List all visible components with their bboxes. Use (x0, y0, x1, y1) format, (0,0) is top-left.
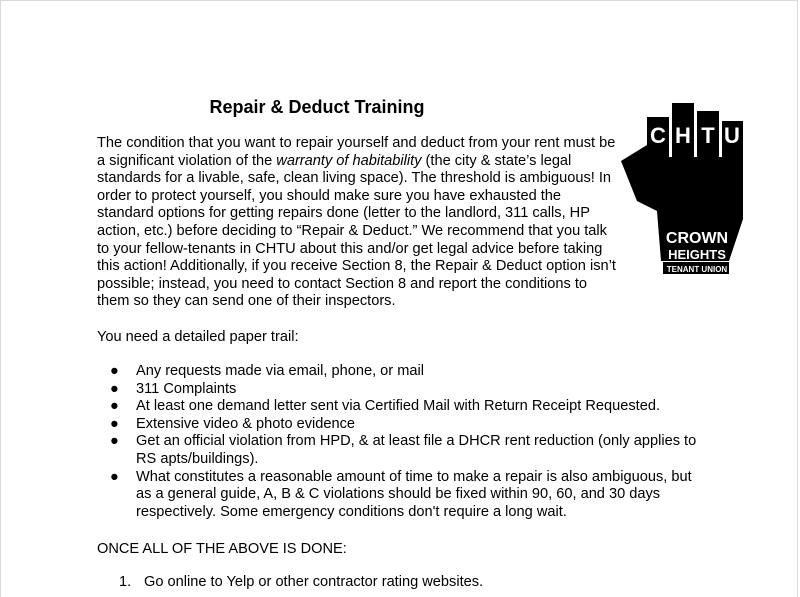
once-done-heading: ONCE ALL OF THE ABOVE IS DONE: (97, 541, 347, 557)
steps-list (97, 574, 697, 592)
list-item: ● Any requests made via email, phone, or mail (110, 363, 424, 379)
intro-emphasis: warranty of habitability (276, 152, 422, 169)
chtu-fist-logo (617, 101, 745, 279)
bullet-marker: ● (110, 398, 119, 415)
paper-trail-heading: You need a detailed paper trail: (97, 329, 299, 345)
bullet-marker: ● (110, 433, 119, 450)
logo-word-heights: HEIGHTS (668, 247, 726, 262)
list-item: ● Extensive video & photo evidence (110, 415, 356, 432)
bullet-marker: ● (110, 363, 119, 379)
logo-word-crown: CROWN (665, 230, 729, 247)
bullet-marker: ● (110, 468, 119, 485)
bullet-marker: ● (110, 415, 119, 432)
list-item: 1. Go online to Yelp or other contractor rating websites. (119, 574, 484, 590)
document-title: Repair & Deduct Training (209, 97, 425, 117)
logo-letter-c: C (650, 123, 666, 148)
list-item: ● Get an official violation from HPD, & at least file a DHCR rent reduction (only applies to RS apts/buildings). (110, 433, 697, 467)
list-item: ● At least one demand letter sent via Certified Mail with Return Receipt Requested. (110, 398, 661, 415)
step-number: 1. (119, 574, 132, 590)
intro-text-part2: (the city & state’s legal standards for a livable, safe, clean living space). The threshold is ambiguous! In order to protect yourself, you should make sure you have exhausted the standard options for getting repairs done (letter to the landlord, 311 calls, HP action, etc.) before deciding to “Repair & Deduct.” We recommend that you talk to your fellow-tenants in CHTU about this and/or get legal advice before taking this action! Additionally, if you receive Section 8, the Repair & Deduct option isn’t possible; instead, you need to contact Section 8 and report the conditions to them so they can send one of their inspectors. (97, 152, 616, 310)
paper-trail-list (97, 363, 707, 521)
list-item: ● What constitutes a reasonable amount of time to make a repair is also ambiguous, but as a general guide, A, B & C violations should be fixed within 90, 60, and 30 days respectively. Some emergency conditions don't require a long wait. (110, 468, 692, 520)
logo-letter-u: U (724, 123, 740, 148)
intro-paragraph (97, 135, 617, 311)
list-item: ● 311 Complaints (110, 380, 237, 397)
logo-letter-h: H (675, 123, 691, 148)
logo-letter-t: T (701, 123, 715, 148)
intro-text-part1: The condition that you want to repair yourself and deduct from your rent must be a significant violation of the (97, 135, 616, 169)
bullet-marker: ● (110, 380, 119, 397)
logo-word-tenant-union: TENANT UNION (666, 265, 728, 274)
